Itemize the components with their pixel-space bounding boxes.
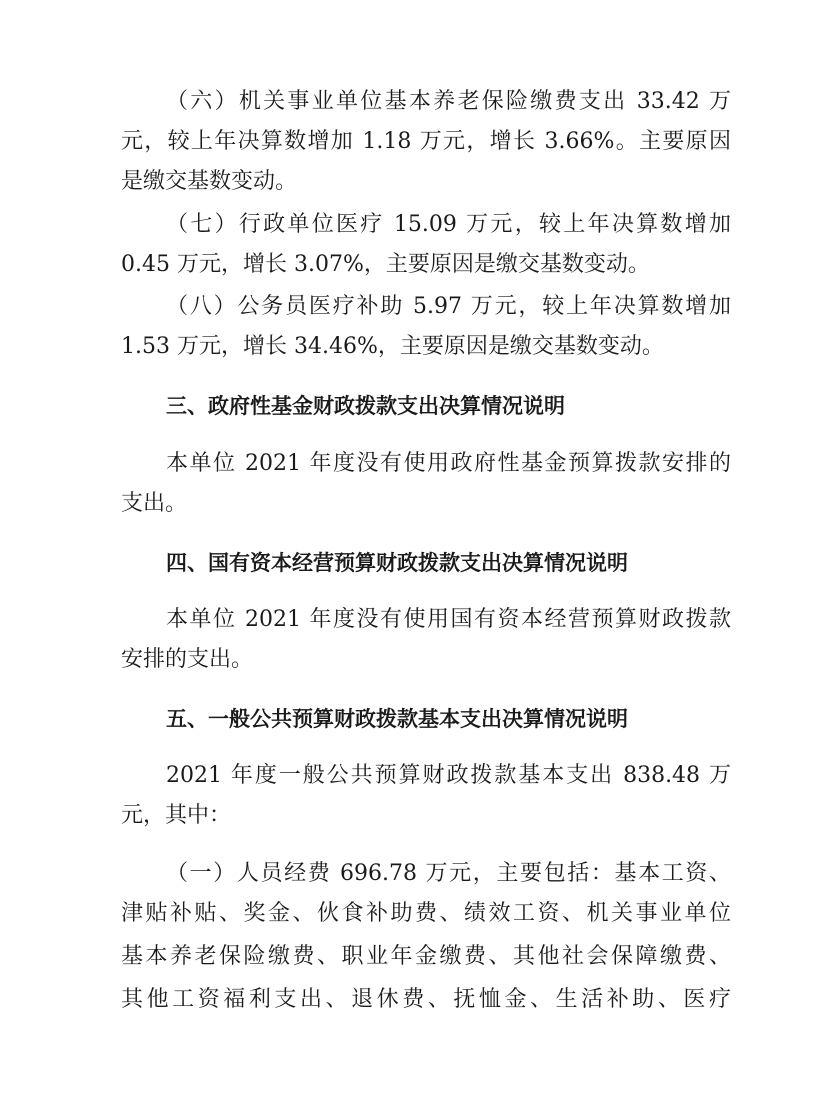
section-5-heading: 五、一般公共预算财政拨款基本支出决算情况说明 xyxy=(166,707,628,731)
section-4-heading: 四、国有资本经营预算财政拨款支出决算情况说明 xyxy=(166,551,628,575)
section-5-item-1-line-4: 其他工资福利支出、退休费、抚恤金、生活补助、医疗 xyxy=(121,987,731,1012)
section-5-intro-line-2: 元，其中： xyxy=(121,803,232,828)
section-5-item-1-line-1: （一）人员经费 696.78 万元，主要包括：基本工资、 xyxy=(166,861,731,886)
paragraph-6-line-3: 是缴交基数变动。 xyxy=(121,169,298,194)
paragraph-6-line-2: 元，较上年决算数增加 1.18 万元，增长 3.66%。主要原因 xyxy=(121,129,731,154)
section-5-item-1-line-2: 津贴补贴、奖金、伙食补助费、绩效工资、机关事业单位 xyxy=(121,901,731,926)
paragraph-7-line-1: （七）行政单位医疗 15.09 万元，较上年决算数增加 xyxy=(166,212,731,237)
section-3-line-2: 支出。 xyxy=(121,491,188,516)
section-4-line-2: 安排的支出。 xyxy=(121,647,254,672)
paragraph-6-line-1: （六）机关事业单位基本养老保险缴费支出 33.42 万 xyxy=(166,89,731,114)
paragraph-8-line-1: （八）公务员医疗补助 5.97 万元，较上年决算数增加 xyxy=(166,294,731,319)
section-4-line-1: 本单位 2021 年度没有使用国有资本经营预算财政拨款 xyxy=(166,607,731,632)
paragraph-8-line-2: 1.53 万元，增长 34.46%，主要原因是缴交基数变动。 xyxy=(121,334,664,359)
paragraph-7-line-2: 0.45 万元，增长 3.07%，主要原因是缴交基数变动。 xyxy=(121,252,650,277)
section-5-item-1-line-3: 基本养老保险缴费、职业年金缴费、其他社会保障缴费、 xyxy=(121,944,731,969)
section-3-line-1: 本单位 2021 年度没有使用政府性基金预算拨款安排的 xyxy=(166,451,731,476)
section-3-heading: 三、政府性基金财政拨款支出决算情况说明 xyxy=(166,394,565,418)
section-5-intro-line-1: 2021 年度一般公共预算财政拨款基本支出 838.48 万 xyxy=(166,763,731,788)
